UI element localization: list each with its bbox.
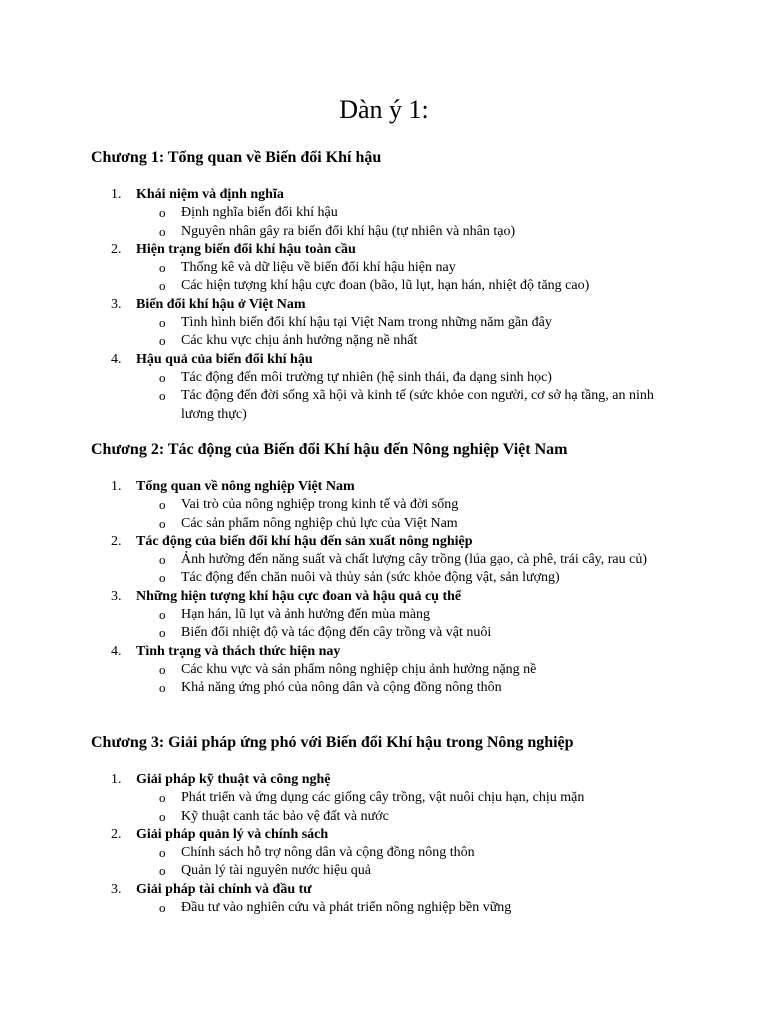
subitem [136,277,661,295]
section-title: Giải pháp quản lý và chính sách [136,826,329,842]
section-title: Tình trạng và thách thức hiện nay [136,643,341,659]
hollow-bullet-icon: o [159,845,166,861]
section-item [91,533,711,588]
section-number: 2. [111,826,122,842]
section-item [91,881,711,918]
section-number: 2. [111,241,122,257]
subitem-text: Tác động đến chăn nuôi và thủy sản (sức khỏe động vật, sản lượng) [181,570,560,586]
hollow-bullet-icon: o [159,388,166,404]
section-title: Hiện trạng biến đổi khí hậu toàn cầu [136,241,356,257]
subitem-text: Quản lý tài nguyên nước hiệu quả [181,863,371,879]
subitem [136,569,661,587]
subitem [136,387,661,424]
section-title: Tổng quan về nông nghiệp Việt Nam [136,479,355,494]
hollow-bullet-icon: o [159,260,166,276]
section-title: Biến đổi khí hậu ở Việt Nam [136,296,306,312]
subitem-list [136,661,711,698]
hollow-bullet-icon: o [159,808,166,824]
hollow-bullet-icon: o [159,205,166,221]
subitem-text: Nguyên nhân gây ra biến đổi khí hậu (tự nhiên và nhân tạo) [181,223,516,239]
subitem-text: Định nghĩa biến đổi khí hậu [181,205,338,221]
subitem-text: Đầu tư vào nghiên cứu và phát triển nông nghiệp bền vững [181,900,512,916]
hollow-bullet-icon: o [159,223,166,239]
subitem-text: Tác động đến đời sống xã hội và kinh tế (sức khỏe con người, cơ sở hạ tầng, an ninh lương thực) [181,388,654,422]
section-item [91,826,711,881]
subitem-text: Các khu vực chịu ảnh hưởng nặng nề nhất [181,333,418,349]
hollow-bullet-icon: o [159,570,166,586]
subitem-text: Hạn hán, lũ lụt và ảnh hưởng đến mùa màng [181,607,431,623]
subitem-list [136,789,711,826]
hollow-bullet-icon: o [159,369,166,385]
section-item [91,186,711,241]
hollow-bullet-icon: o [159,278,166,294]
hollow-bullet-icon: o [159,515,166,531]
hollow-bullet-icon: o [159,680,166,696]
subitem-list [136,551,711,588]
section-item [91,643,711,698]
subitem [136,679,661,697]
subitem [136,661,661,679]
section-number: 3. [111,588,122,604]
subitem [136,899,661,917]
section-number: 3. [111,881,122,897]
subitem-text: Các hiện tượng khí hậu cực đoan (bão, lũ lụt, hạn hán, nhiệt độ tăng cao) [181,278,590,294]
section-number: 1. [111,772,122,787]
subitem [136,204,661,222]
section-title: Khái niệm và định nghĩa [136,187,284,202]
section-number: 2. [111,533,122,549]
subitem-text: Tình hình biến đổi khí hậu tại Việt Nam trong những năm gần đây [181,315,552,331]
subitem [136,332,661,350]
subitem-list [136,606,711,643]
subitem-text: Phát triển và ứng dụng các giống cây trồng, vật nuôi chịu hạn, chịu mặn [181,790,585,806]
subitem [136,624,661,642]
subitem [136,496,661,514]
hollow-bullet-icon: o [159,900,166,916]
subitem-list [136,259,711,296]
subitem [136,789,661,807]
subitem [136,606,661,624]
subitem [136,314,661,332]
subitem [136,551,661,569]
section-number: 4. [111,643,122,659]
subitem [136,223,661,241]
subitem-text: Các khu vực và sản phẩm nông nghiệp chịu ảnh hưởng nặng nề [181,661,537,677]
document-title: Dàn ý 1: [339,95,429,124]
chapter-heading: Chương 2: Tác động của Biến đổi Khí hậu đến Nông nghiệp Việt Nam [91,441,568,458]
hollow-bullet-icon: o [159,790,166,806]
section-title: Hậu quả của biến đổi khí hậu [136,351,313,367]
subitem-list [136,369,711,424]
subitem-text: Khả năng ứng phó của nông dân và cộng đồng nông thôn [181,680,502,696]
hollow-bullet-icon: o [159,661,166,677]
section-number: 1. [111,187,122,202]
subitem-text: Chính sách hỗ trợ nông dân và cộng đồng nông thôn [181,845,475,861]
section-item [91,296,711,351]
hollow-bullet-icon: o [159,625,166,641]
section-list [91,186,711,424]
section-list [91,478,711,698]
subitem-text: Biến đổi nhiệt độ và tác động đến cây trồng và vật nuôi [181,625,492,641]
subitem-list [136,496,711,533]
section-title: Giải pháp tài chính và đầu tư [136,881,312,897]
chapter-3 [91,732,711,917]
chapter-1 [91,147,711,424]
section-item [91,351,711,424]
subitem [136,844,661,862]
subitem [136,808,661,826]
subitem-text: Tác động đến môi trường tự nhiên (hệ sinh thái, đa dạng sinh học) [181,369,552,385]
chapter-2 [91,439,711,698]
subitem [136,259,661,277]
hollow-bullet-icon: o [159,333,166,349]
section-number: 3. [111,296,122,312]
hollow-bullet-icon: o [159,552,166,568]
section-title: Tác động của biến đổi khí hậu đến sản xuất nông nghiệp [136,533,473,549]
subitem [136,515,661,533]
section-item [91,478,711,533]
section-item [91,241,711,296]
subitem-list [136,844,711,881]
subitem-list [136,314,711,351]
section-number: 1. [111,479,122,494]
section-item [91,588,711,643]
chapter-heading: Chương 1: Tổng quan về Biến đổi Khí hậu [91,149,382,166]
chapter-heading: Chương 3: Giải pháp ứng phó với Biến đổi Khí hậu trong Nông nghiệp [91,734,574,751]
subitem-list [136,204,711,241]
subitem-text: Vai trò của nông nghiệp trong kinh tế và đời sống [181,497,459,513]
section-item [91,771,711,826]
subitem-text: Kỹ thuật canh tác bảo vệ đất và nước [181,808,389,824]
hollow-bullet-icon: o [159,497,166,513]
subitem [136,369,661,387]
section-number: 4. [111,351,122,367]
subitem-text: Ảnh hưởng đến năng suất và chất lượng cây trồng (lúa gạo, cà phê, trái cây, rau củ) [181,552,648,568]
section-title: Giải pháp kỹ thuật và công nghệ [136,772,331,787]
hollow-bullet-icon: o [159,863,166,879]
section-title: Những hiện tượng khí hậu cực đoan và hậu quả cụ thể [136,588,462,604]
subitem-text: Các sản phẩm nông nghiệp chủ lực của Việt Nam [181,515,458,531]
hollow-bullet-icon: o [159,607,166,623]
subitem [136,862,661,880]
subitem-text: Thống kê và dữ liệu về biến đổi khí hậu hiện nay [181,260,456,276]
subitem-list [136,899,711,917]
section-list [91,771,711,917]
hollow-bullet-icon: o [159,315,166,331]
